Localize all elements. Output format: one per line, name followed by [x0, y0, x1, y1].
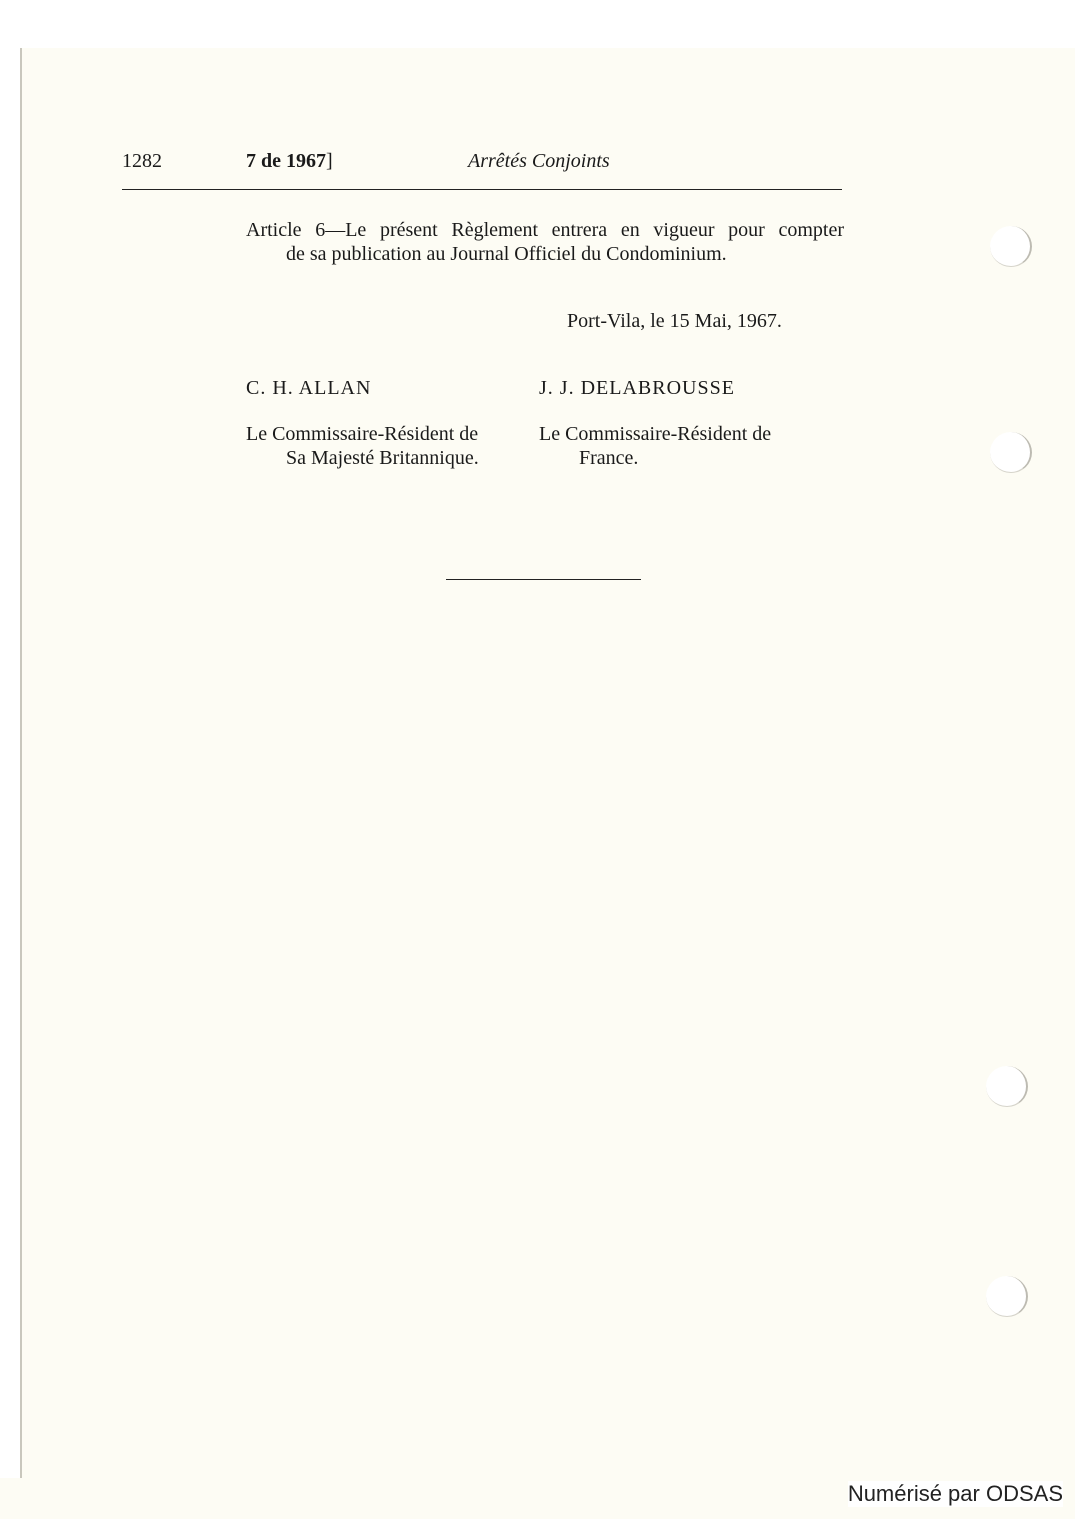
- signatory-right-name: J. J. DELABROUSSE: [539, 377, 735, 399]
- article-line-1: Article 6—Le présent Règlement entrera en vigueur pour compter: [246, 219, 844, 241]
- signatory-right-title-2: France.: [579, 447, 639, 469]
- scan-top-margin: [0, 0, 1075, 48]
- header-rule: [122, 189, 842, 190]
- act-reference-bracket: ]: [326, 150, 333, 172]
- punch-hole: [990, 432, 1032, 473]
- act-reference-text: 7 de 1967: [246, 150, 326, 172]
- signatory-left-title-1: Le Commissaire-Résident de: [246, 423, 479, 445]
- scan-left-margin: [0, 48, 22, 1478]
- article-line-2: de sa publication au Journal Officiel du Condominium.: [286, 243, 727, 265]
- place-date: Port-Vila, le 15 Mai, 1967.: [567, 310, 782, 332]
- signatory-right: [539, 376, 771, 470]
- punch-hole: [986, 1276, 1028, 1317]
- signatory-left-name: C. H. ALLAN: [246, 377, 372, 399]
- page-number: 1282: [122, 150, 162, 172]
- signatory-left-title-2: Sa Majesté Britannique.: [286, 447, 479, 469]
- running-title: Arrêtés Conjoints: [468, 150, 610, 172]
- punch-hole: [986, 1066, 1028, 1107]
- page-header: [122, 150, 842, 178]
- digitization-watermark: Numérisé par ODSAS: [847, 1481, 1063, 1506]
- end-rule: [446, 579, 641, 580]
- signatory-left: [246, 376, 479, 470]
- signatory-right-title-1: Le Commissaire-Résident de: [539, 423, 772, 445]
- act-reference: [246, 150, 333, 173]
- punch-hole: [990, 226, 1032, 267]
- article-paragraph: [246, 218, 844, 266]
